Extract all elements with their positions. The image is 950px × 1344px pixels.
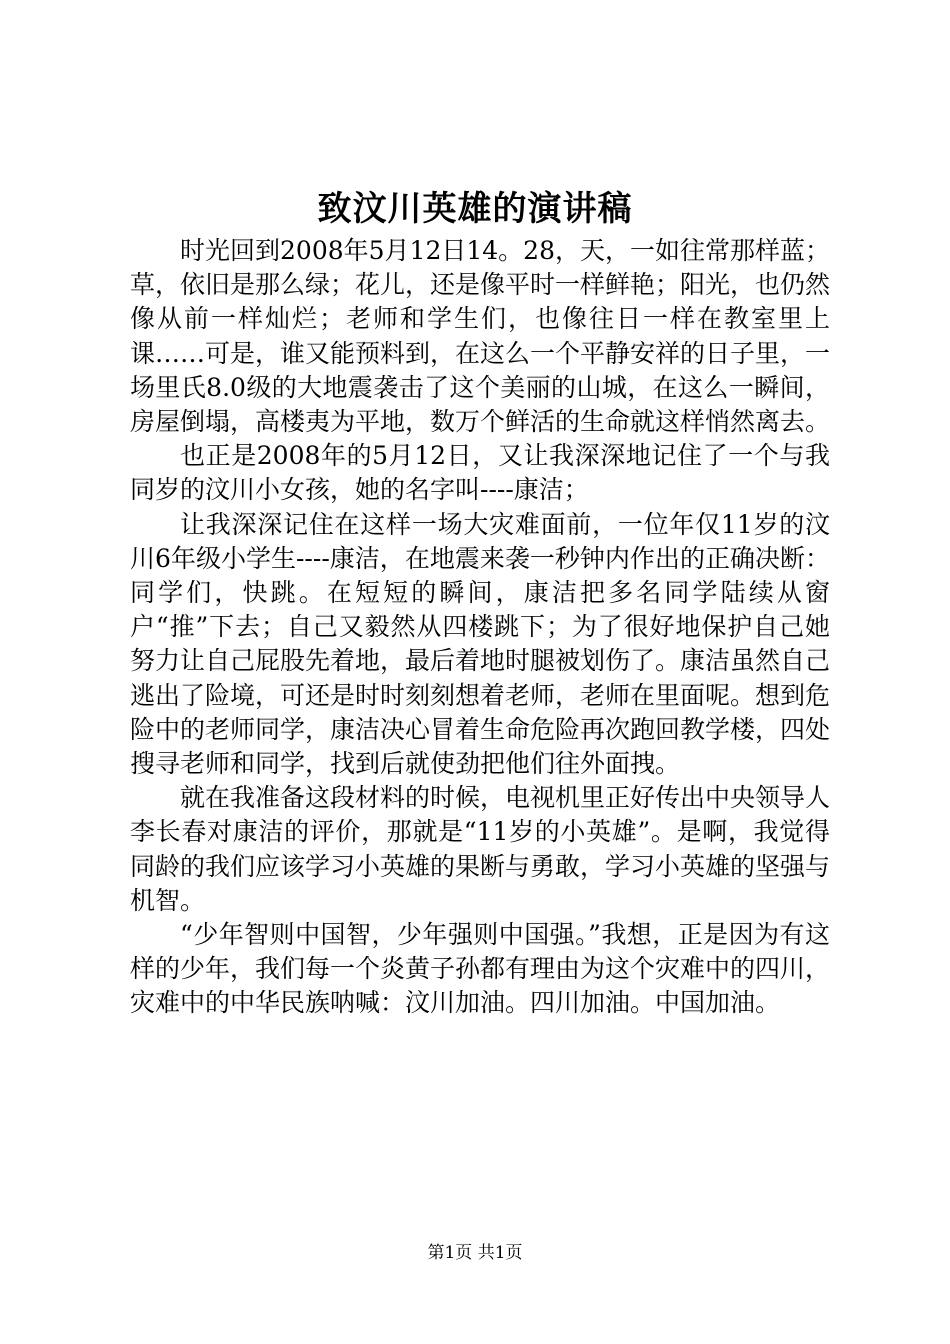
paragraph: 也正是2008年的5月12日，又让我深深地记住了一个与我同岁的汶川小女孩，她的名字叫----康洁； [130, 441, 830, 505]
document-title: 致汶川英雄的演讲稿 [317, 189, 633, 229]
paragraph: 让我深深记住在这样一场大灾难面前，一位年仅11岁的汶川6年级小学生----康洁，在地震来袭一秒钟内作出的正确决断：同学们，快跳。在短短的瞬间，康洁把多名同学陆续从窗户“推”下去；自己又毅然从四楼跳下；为了很好地保护自己她努力让自己屁股先着地，最后着地时腿被划伤了。康洁虽然自己逃出了险境，可还是时时刻刻想着老师，老师在里面呢。想到危险中的老师同学，康洁决心冒着生命危险再次跑回教学楼，四处搜寻老师和同学，找到后就使劲把他们往外面拽。 [130, 509, 831, 779]
paragraph: “少年智则中国智，少年强则中国强。”我想，正是因为有这样的少年，我们每一个炎黄子孙都有理由为这个灾难中的四川，灾难中的中华民族呐喊：汶川加油。四川加油。中国加油。 [130, 920, 831, 1018]
paragraph: 就在我准备这段材料的时候，电视机里正好传出中央领导人李长春对康洁的评价，那就是“11岁的小英雄”。是啊，我觉得同龄的我们应该学习小英雄的果断与勇敢，学习小英雄的坚强与机智。 [130, 783, 831, 915]
document-body [130, 234, 830, 1021]
page-number-footer: 第1页 共1页 [427, 1243, 523, 1263]
paragraph: 时光回到2008年5月12日14。28，天，一如往常那样蓝；草，依旧是那么绿；花儿，还是像平时一样鲜艳；阳光，也仍然像从前一样灿烂；老师和学生们，也像往日一样在教室里上课……可是，谁又能预料到，在这么一个平静安祥的日子里，一场里氏8.0级的大地震袭击了这个美丽的山城，在这么一瞬间，房屋倒塌，高楼夷为平地，数万个鲜活的生命就这样悄然离去。 [130, 236, 831, 437]
